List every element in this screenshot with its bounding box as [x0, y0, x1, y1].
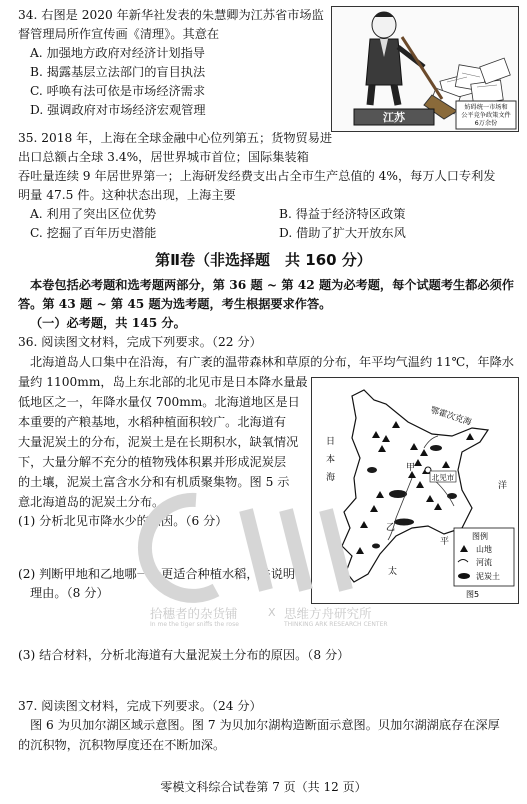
q34-stem-line1: 34. 右图是 2020 年新华社发表的朱慧卿为江苏省市场监	[18, 8, 324, 22]
page-footer: 零模文科综合试卷第 7 页（共 12 页）	[160, 780, 367, 794]
q34-option-c: C. 呼唤有法可依是市场经济需求	[30, 84, 206, 98]
q35-option-b: B. 得益于经济特区政策	[279, 207, 406, 221]
q36-subquestion-2b: 理由。（8 分）	[30, 586, 109, 600]
q35-line3: 吞吐量连续 9 年居世界第一；上海研发经费支出占全市生产总值的 4%，每万人口专利发	[18, 169, 496, 183]
map-jia-label: 甲	[406, 463, 416, 473]
map-ocean-1: 洋	[498, 481, 508, 491]
watermark-right-sub: THINKING ARK RESEARCH CENTER	[284, 621, 388, 628]
figure-label: 图5	[466, 590, 480, 599]
q36-para-4: 本重要的产粮基地，水稻种植面积较广。北海道有	[18, 415, 287, 429]
q36-para-5: 大量泥炭土的分布，泥炭土是在长期积水，缺氧情况	[18, 435, 299, 449]
q35-line1: 35. 2018 年，上海在全球金融中心位列第五；货物贸易进	[18, 131, 333, 145]
q35-option-d: D. 借助了扩大开放东风	[279, 226, 406, 240]
q35-option-a: A. 利用了突出区位优势	[30, 207, 157, 221]
legend-title: 图例	[472, 532, 488, 541]
q36-subquestion-1: (1) 分析北见市降水少的原因。（6 分）	[18, 514, 228, 528]
q37-para-1: 图 6 为贝加尔湖区域示意图。图 7 为贝加尔湖构造断面示意图。贝加尔湖湖底存在深厚	[30, 718, 500, 732]
q37-para-2: 的沉积物，沉积物厚度还在不断加深。	[18, 738, 226, 752]
legend-mountain: 山地	[476, 545, 492, 554]
q34-stem-line2: 督管理局所作宣传画《清理》。其意在	[18, 27, 220, 41]
q36-subquestion-2a: (2) 判断甲地和乙地哪一个更适合种植水稻，并说明	[18, 567, 296, 581]
q36-para-7: 的土壤，泥炭土富含水分和有机质聚集物。图 5 示	[18, 475, 290, 489]
watermark-left: 拾穗者的杂货铺	[150, 606, 238, 621]
cartoon-caption-3: 6万余份	[474, 120, 498, 127]
q35-line4: 明量 47.5 件。这种状态出现，上海主要	[18, 188, 236, 202]
cartoon-image	[331, 6, 519, 132]
q36-para-3: 低地区之一，年降水量仅 700mm。北海道地区是日	[18, 395, 300, 409]
map-sea-japan-1: 日	[326, 437, 336, 447]
map-sea-north: 鄂霍次克海	[429, 405, 473, 428]
cartoon-caption-2: 公平竞争政策文件	[461, 112, 511, 119]
map-ocean-2: 平	[440, 537, 450, 547]
q34-option-a: A. 加强地方政府对经济计划指导	[30, 46, 205, 60]
q37-title: 37. 阅读图文材料，完成下列要求。（24 分）	[18, 699, 262, 713]
q36-title: 36. 阅读图文材料，完成下列要求。（22 分）	[18, 335, 262, 349]
legend-river: 河流	[476, 558, 492, 567]
watermark-x: X	[268, 606, 276, 619]
q35-option-c: C. 挖掘了百年历史潜能	[30, 226, 157, 240]
q34-option-b: B. 揭露基层立法部门的盲目执法	[30, 65, 206, 79]
q36-subquestion-3: (3) 结合材料，分析北海道有大量泥炭土分布的原因。（8 分）	[18, 648, 350, 662]
q35-line2: 出口总额占全球 3.4%，居世界城市首位；国际集装箱	[18, 150, 309, 164]
map-sea-japan-3: 海	[326, 473, 336, 483]
q34-option-d: D. 强调政府对市场经济宏观管理	[30, 103, 206, 117]
watermark-left-sub: In me the tiger sniffs the rose	[150, 621, 239, 628]
section2-intro-2: 答。第 43 题 ~ 第 45 题为选考题，考生根据要求作答。	[18, 297, 332, 311]
watermark-logo	[136, 480, 366, 610]
map-yi-label: 乙	[386, 523, 396, 533]
map-ocean-3: 太	[388, 567, 398, 577]
q36-para-2: 量约 1100mm，岛上东北部的北见市是日本降水量最	[18, 375, 308, 389]
section2-required: （一）必考题，共 145 分。	[30, 316, 186, 330]
q36-para-8: 意北海道岛的泥炭土分布。	[18, 495, 165, 509]
map-sea-japan-2: 本	[326, 455, 336, 465]
cartoon-region-label: 江苏	[383, 111, 405, 124]
section2-intro-1: 本卷包括必考题和选考题两部分，第 36 题 ~ 第 42 题为必考题，每个试题考生都必须作	[30, 278, 514, 292]
q36-para-1: 北海道岛人口集中在沿海，有广袤的温带森林和草原的分布，年平均气温约 11℃，年降水	[30, 355, 514, 369]
cartoon-caption-1: 妨碍统一市场和	[464, 104, 508, 111]
watermark-right: 思维方舟研究所	[284, 606, 372, 621]
section2-title: 第Ⅱ卷（非选择题 共 160 分）	[155, 251, 372, 269]
map-city-label: 北见市	[431, 473, 455, 482]
legend-peat: 泥炭土	[476, 572, 500, 581]
q36-para-6: 下，大量分解不充分的植物残体积累并形成泥炭层	[18, 455, 287, 469]
